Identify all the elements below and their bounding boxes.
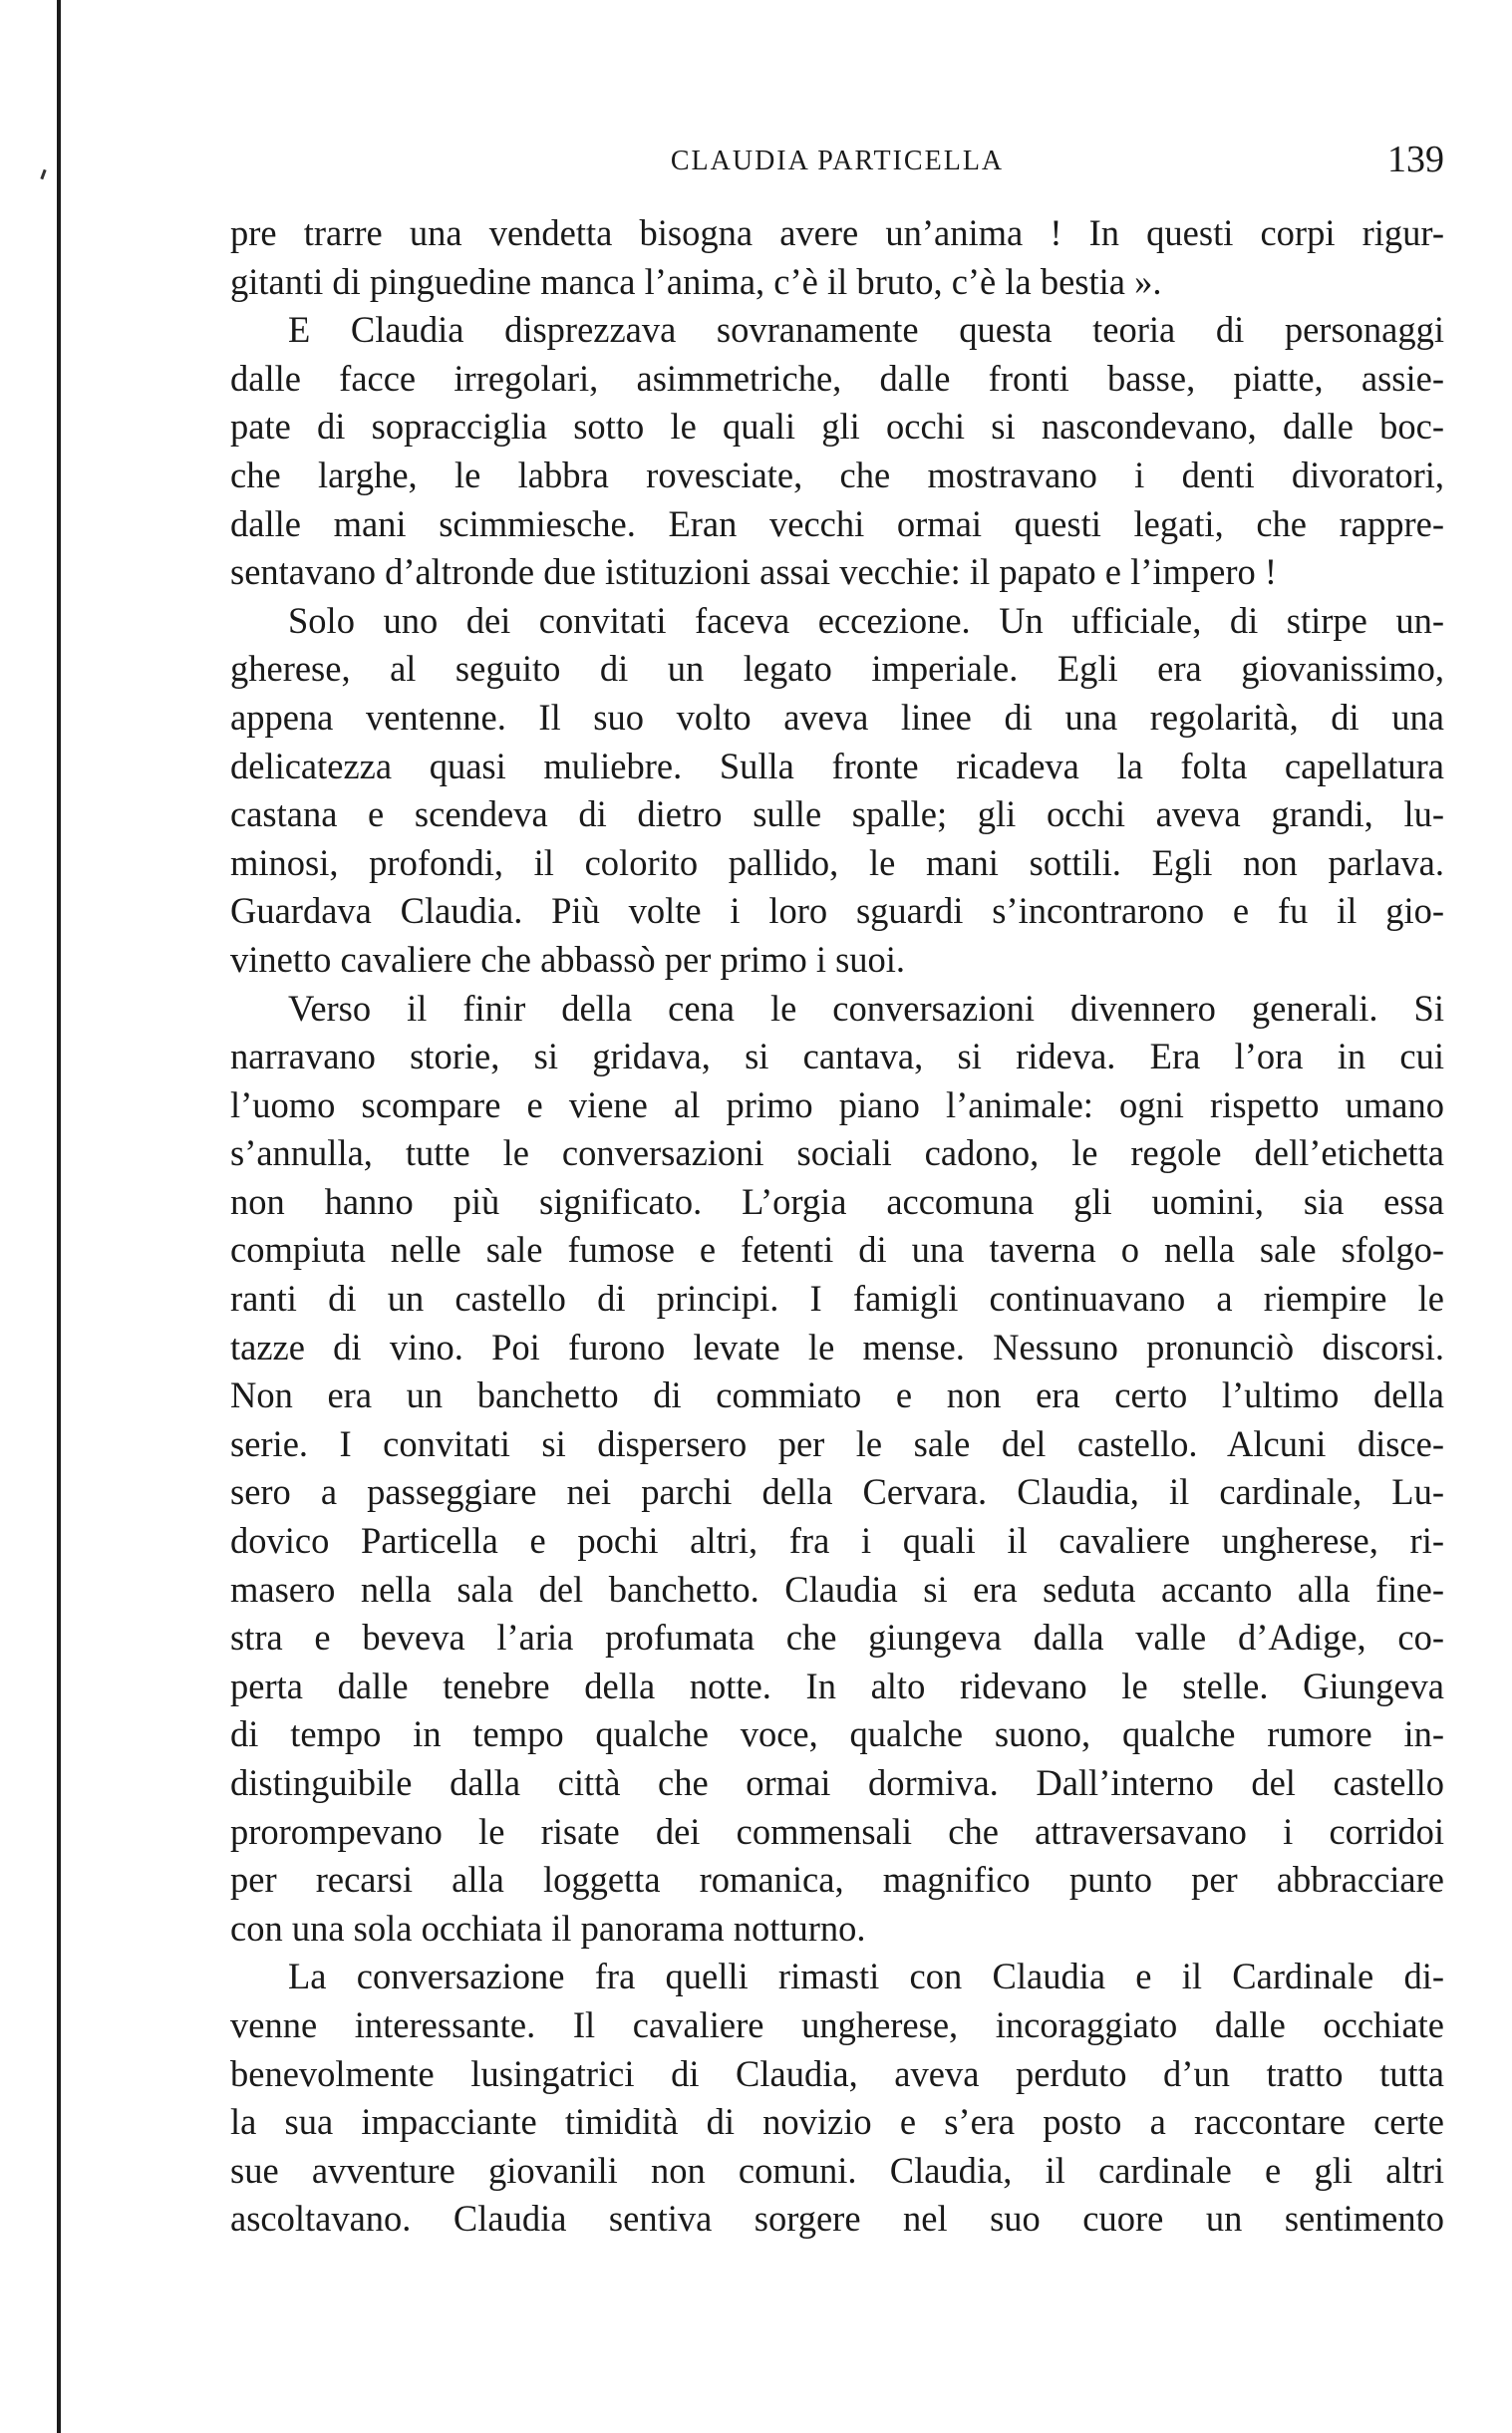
page-number: 139	[1387, 139, 1444, 180]
text-line: vinetto cavaliere che abbassò per primo i suoi.	[230, 938, 906, 980]
text-line: con una sola occhiata il panorama notturno.	[230, 1907, 866, 1949]
text-line: pre trarre una vendetta bisogna avere un’anima ! In questi corpi rigur-	[230, 212, 1444, 253]
text-line: Verso il finir della cena le conversazioni divennero generali. Si	[288, 987, 1444, 1029]
text-line: E Claudia disprezzava sovranamente questa teoria di personaggi	[288, 309, 1444, 351]
text-line: ranti di un castello di principi. I famigli continuavano a riempire le	[230, 1278, 1444, 1320]
text-line: l’uomo scompare e viene al primo piano l’animale: ogni rispetto umano	[230, 1083, 1444, 1125]
text-line: compiuta nelle sale fumose e fetenti di una taverna o nella sale sfolgo-	[230, 1229, 1444, 1271]
text-line: dalle facce irregolari, asimmetriche, dalle fronti basse, piatte, assie-	[230, 357, 1444, 399]
text-line: serie. I convitati si dispersero per le sale del castello. Alcuni disce-	[230, 1422, 1444, 1464]
text-line: masero nella sala del banchetto. Claudia si era seduta accanto alla fine-	[230, 1568, 1444, 1610]
text-line: Solo uno dei convitati faceva eccezione. Un ufficiale, di stirpe un-	[288, 599, 1444, 641]
body-text	[230, 209, 1444, 2244]
text-line: perta dalle tenebre della notte. In alto ridevano le stelle. Giungeva	[230, 1665, 1444, 1706]
text-line: ascoltavano. Claudia sentiva sorgere nel suo cuore un sentimento	[230, 2198, 1444, 2240]
text-line: Guardava Claudia. Più volte i loro sguardi s’incontrarono e fu il gio-	[230, 890, 1444, 932]
margin-mark	[40, 169, 46, 179]
text-line: dovico Particella e pochi altri, fra i quali il cavaliere ungherese, ri-	[230, 1520, 1444, 1562]
text-line: stra e beveva l’aria profumata che giungeva dalla valle d’Adige, co-	[230, 1617, 1444, 1659]
text-line: dalle mani scimmiesche. Eran vecchi ormai questi legati, che rappre-	[230, 502, 1444, 544]
text-line: minosi, profondi, il colorito pallido, le mani sottili. Egli non parlava.	[230, 841, 1444, 883]
text-line: castana e scendeva di dietro sulle spalle; gli occhi aveva grandi, lu-	[230, 793, 1444, 835]
text-line: che larghe, le labbra rovesciate, che mostravano i denti divoratori,	[230, 454, 1444, 495]
text-line: prorompevano le risate dei commensali che attraversavano i corridoi	[230, 1810, 1444, 1852]
text-line: la sua impacciante timidità di novizio e s’era posto a raccontare certe	[230, 2101, 1444, 2143]
text-line: appena ventenne. Il suo volto aveva linee di una regolarità, di una	[230, 696, 1444, 738]
text-line: s’annulla, tutte le conversazioni sociali cadono, le regole dell’etichetta	[230, 1132, 1444, 1174]
running-head	[230, 138, 1444, 187]
text-line: benevolmente lusingatrici di Claudia, aveva perduto d’un tratto tutta	[230, 2052, 1444, 2094]
text-line: narravano storie, si gridava, si cantava, si rideva. Era l’ora in cui	[230, 1036, 1444, 1077]
text-line: pate di sopracciglia sotto le quali gli occhi si nascondevano, dalle boc-	[230, 406, 1444, 448]
text-line: non hanno più significato. L’orgia accomuna gli uomini, sia essa	[230, 1180, 1444, 1222]
text-line: per recarsi alla loggetta romanica, magnifico punto per abbracciare	[230, 1859, 1444, 1901]
text-line: delicatezza quasi muliebre. Sulla fronte ricadeva la folta capellatura	[230, 745, 1444, 786]
text-line: sue avventure giovanili non comuni. Claudia, il cardinale e gli altri	[230, 2149, 1444, 2191]
text-line: di tempo in tempo qualche voce, qualche suono, qualche rumore in-	[230, 1713, 1444, 1755]
text-line: La conversazione fra quelli rimasti con Claudia e il Cardinale di-	[288, 1956, 1444, 1997]
running-title: CLAUDIA PARTICELLA	[670, 146, 1005, 176]
text-line: sero a passeggiare nei parchi della Cervara. Claudia, il cardinale, Lu-	[230, 1471, 1444, 1513]
page-binding-edge	[57, 0, 61, 2433]
text-line: distinguibile dalla città che ormai dormiva. Dall’interno del castello	[230, 1762, 1444, 1803]
text-line: gherese, al seguito di un legato imperiale. Egli era giovanissimo,	[230, 648, 1444, 690]
text-line: tazze di vino. Poi furono levate le mense. Nessuno pronunciò discorsi.	[230, 1326, 1444, 1368]
text-line: Non era un banchetto di commiato e non era certo l’ultimo della	[230, 1374, 1444, 1416]
text-line: sentavano d’altronde due istituzioni assai vecchie: il papato e l’impero !	[230, 551, 1278, 593]
text-line: venne interessante. Il cavaliere ungherese, incoraggiato dalle occhiate	[230, 2003, 1444, 2045]
text-line: gitanti di pinguedine manca l’anima, c’è il bruto, c’è la bestia ».	[230, 260, 1162, 302]
